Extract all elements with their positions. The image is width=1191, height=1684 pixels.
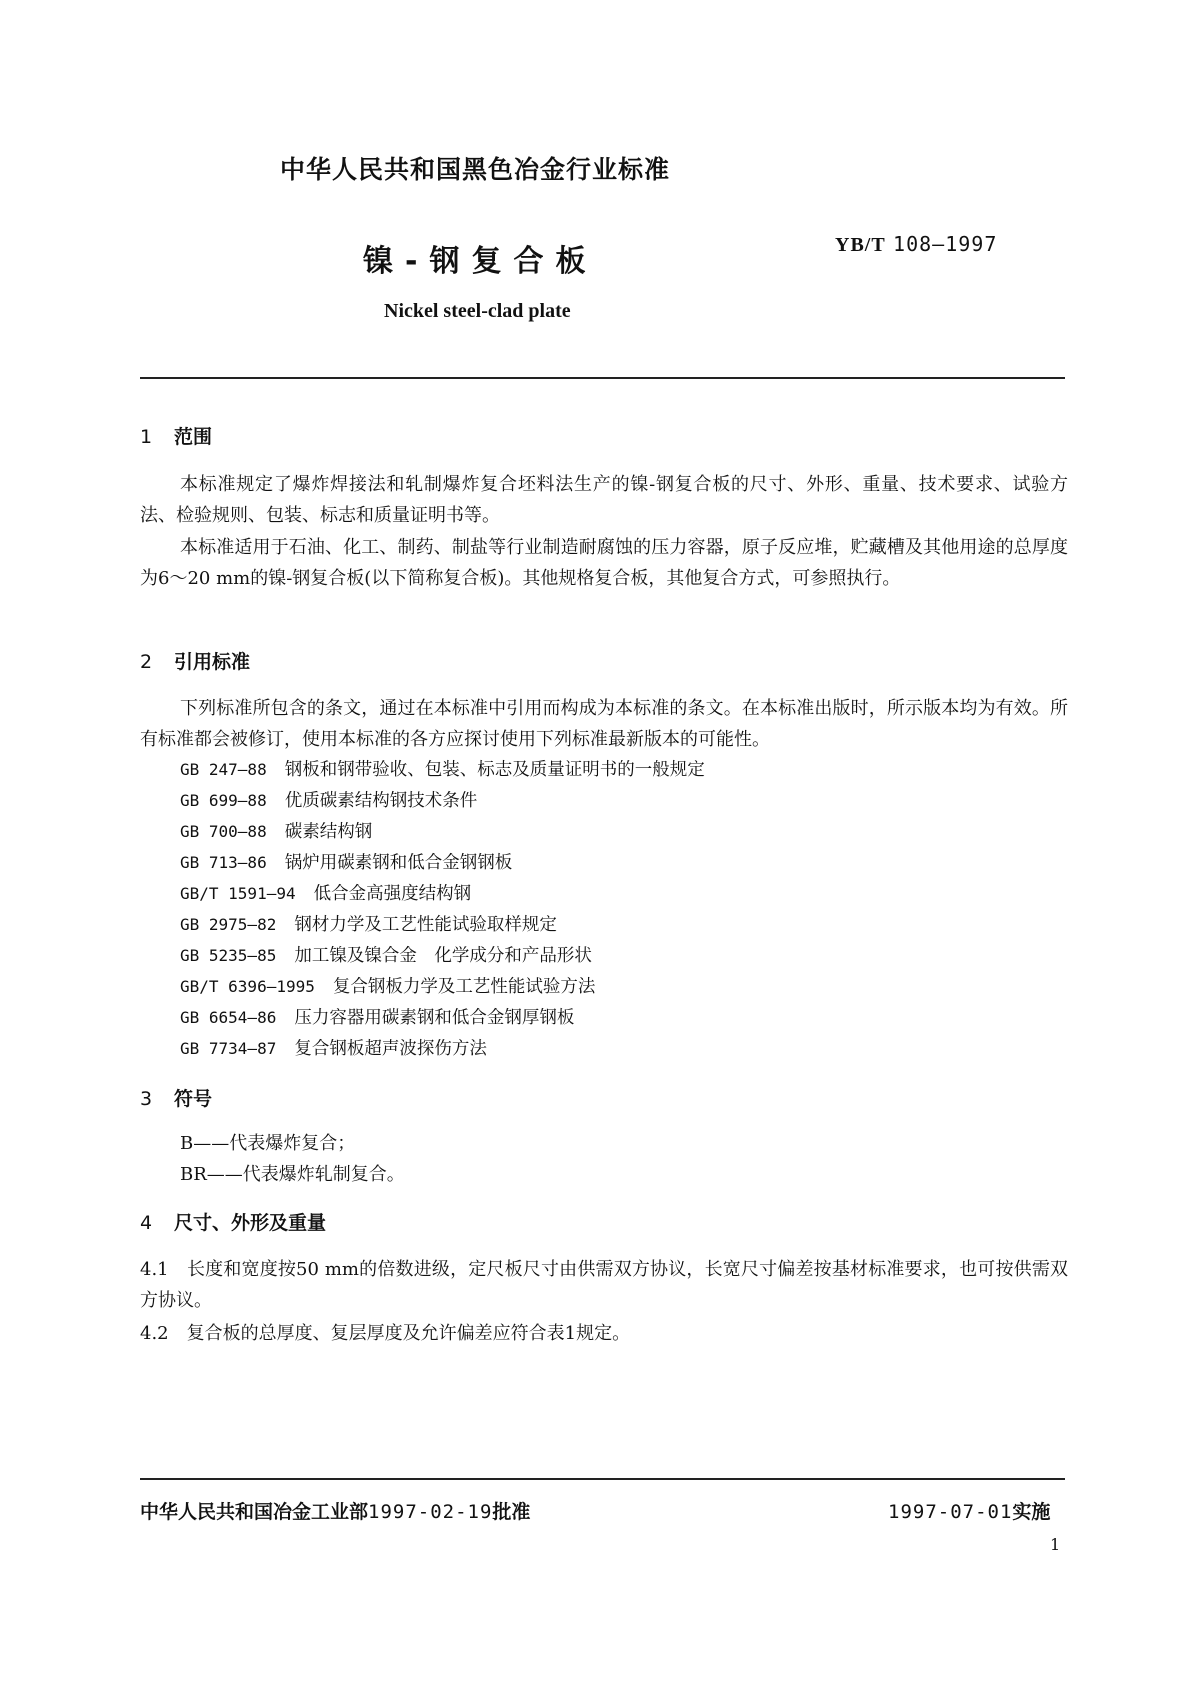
approve-label: 批准 [492,1501,531,1523]
reference-title: 优质碳素结构钢技术条件 [284,791,478,811]
clause-4-1: 4.1 长度和宽度按50 mm的倍数进级，定尺板尺寸由供需双方协议，长宽尺寸偏差按基材标准要求，也可按供需双方协议。 [140,1259,1068,1311]
reference-item [180,756,705,781]
section-1-heading [140,422,212,449]
standard-code-number: 108—1997 [893,232,998,256]
reference-code: GB 2975—82 [180,915,277,934]
reference-item [180,942,592,967]
reference-title: 低合金高强度结构钢 [313,884,472,904]
standard-code [835,232,997,257]
reference-title: 加工镍及镍合金 化学成分和产品形状 [294,946,592,966]
effective-date: 1997-07-01 [888,1501,1013,1523]
section-4-heading [140,1208,326,1235]
reference-item [180,880,471,905]
section-1-paragraph-2: 本标准适用于石油、化工、制药、制盐等行业制造耐腐蚀的压力容器，原子反应堆，贮藏槽及其他用途的总厚度为6～20 mm的镍-钢复合板(以下简称复合板)。其他规格复合板，其他复合方式，可参照执行。 [140,537,1068,589]
section-number: 3 [140,1088,153,1110]
reference-code: GB 699—88 [180,791,267,810]
section-1-paragraph-1: 本标准规定了爆炸焊接法和轧制爆炸复合坯料法生产的镍-钢复合板的尺寸、外形、重量、技术要求、试验方法、检验规则、包装、标志和质量证明书等。 [140,474,1068,526]
reference-code: GB 7734—87 [180,1039,277,1058]
reference-title: 碳素结构钢 [284,822,373,842]
section-2-paragraph-1: 下列标准所包含的条文，通过在本标准中引用而构成为本标准的条文。在本标准出版时，所示版本均为有效。所有标准都会被修订，使用本标准的各方应探讨使用下列标准最新版本的可能性。 [140,698,1068,750]
reference-code: GB/T 1591—94 [180,884,296,903]
reference-title: 压力容器用碳素钢和低合金钢厚钢板 [294,1008,575,1028]
reference-item [180,911,557,936]
reference-code: GB 700—88 [180,822,267,841]
section-number: 2 [140,651,153,673]
reference-item [180,1035,487,1060]
symbol-item: B——代表爆炸复合； [180,1133,356,1154]
section-3-heading [140,1084,212,1111]
reference-item [180,973,595,998]
reference-title: 复合钢板超声波探伤方法 [294,1039,487,1059]
section-title: 引用标准 [174,651,251,673]
symbol-item: BR——代表爆炸轧制复合。 [180,1164,405,1185]
reference-code: GB 6654—86 [180,1008,277,1027]
standard-code-prefix: YB/T [835,234,886,256]
reference-title: 钢板和钢带验收、包装、标志及质量证明书的一般规定 [284,760,705,780]
clause-4-2: 4.2 复合板的总厚度、复层厚度及允许偏差应符合表1规定。 [140,1323,631,1344]
approve-date: 1997-02-19 [368,1501,493,1523]
org-title: 中华人民共和国黑色冶金行业标准 [280,155,671,184]
reference-item [180,1004,574,1029]
section-number: 1 [140,426,153,448]
reference-title: 钢材力学及工艺性能试验取样规定 [294,915,557,935]
section-title: 范围 [174,426,213,448]
reference-title: 复合钢板力学及工艺性能试验方法 [332,977,596,997]
page-number: 1 [1050,1535,1061,1554]
reference-item [180,849,512,874]
effective-label: 实施 [1012,1501,1051,1523]
reference-title: 锅炉用碳素钢和低合金钢钢板 [284,853,513,873]
issuer: 中华人民共和国冶金工业部 [140,1501,369,1523]
header-divider [140,377,1065,379]
reference-code: GB 713—86 [180,853,267,872]
section-title: 尺寸、外形及重量 [174,1212,327,1234]
effective-line [888,1497,1050,1524]
footer-divider [140,1478,1065,1480]
section-2-heading [140,647,250,674]
section-title: 符号 [174,1088,213,1110]
reference-code: GB 5235—85 [180,946,277,965]
reference-code: GB/T 6396—1995 [180,977,315,996]
reference-item [180,818,372,843]
section-number: 4 [140,1212,153,1234]
reference-item [180,787,477,812]
approval-line [140,1497,530,1524]
english-title: Nickel steel-clad plate [384,300,571,322]
doc-title: 镍-钢复合板 [363,244,598,279]
reference-code: GB 247—88 [180,760,267,779]
